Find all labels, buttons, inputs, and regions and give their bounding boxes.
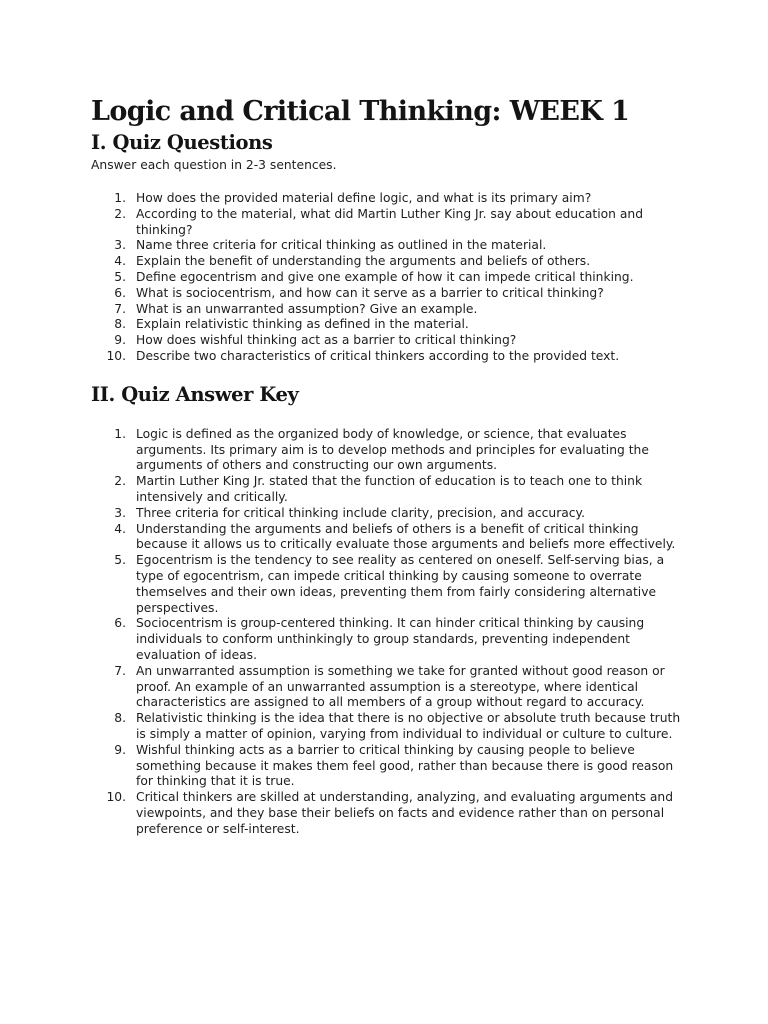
quiz-instructions: Answer each question in 2-3 sentences. (91, 158, 337, 172)
section-heading-quiz-questions: I. Quiz Questions (91, 131, 273, 154)
list-item-text: Martin Luther King Jr. stated that the function of education is to teach one to think intensively and critically. (136, 474, 643, 504)
list-item-number: 1. (114, 191, 126, 205)
list-item-number: 1. (114, 426, 126, 441)
list-item-number: 2. (114, 474, 126, 489)
list-item-number: 5. (114, 553, 126, 568)
list-item-text: What is an unwarranted assumption? Give an example. (136, 301, 478, 316)
list-item-number: 7. (114, 663, 126, 678)
list-item-number: 6. (114, 285, 126, 300)
quiz-question-item (91, 317, 681, 333)
answer-key-item (91, 506, 681, 522)
quiz-question-item (91, 302, 681, 318)
quiz-question-item (91, 349, 681, 365)
list-item-number: 2. (114, 206, 126, 221)
list-item-text: Name three criteria for critical thinking as outlined in the material. (136, 238, 547, 253)
list-item-number: 8. (114, 711, 126, 726)
answer-key-item (91, 790, 681, 837)
list-item-number: 3. (114, 505, 126, 520)
answer-key-item (91, 616, 681, 663)
list-item-number: 5. (114, 269, 126, 284)
answer-key-list (91, 427, 681, 838)
quiz-question-item (91, 191, 681, 207)
list-item-number: 6. (114, 616, 126, 631)
quiz-question-item (91, 333, 681, 349)
list-item-number: 3. (114, 238, 126, 253)
list-item-text: Define egocentrism and give one example of how it can impede critical thinking. (136, 269, 634, 284)
answer-key-item (91, 474, 681, 506)
list-item-number: 9. (114, 742, 126, 757)
list-item-number: 10. (106, 790, 126, 805)
quiz-question-item (91, 270, 681, 286)
list-item-text: Three criteria for critical thinking include clarity, precision, and accuracy. (136, 505, 585, 520)
list-item-text: Describe two characteristics of critical thinkers according to the provided text. (136, 348, 620, 363)
list-item-text: Sociocentrism is group-centered thinking. It can hinder critical thinking by causing individuals to conform unthinkingly to group standards, preventing independent evaluation of ideas. (136, 616, 645, 662)
list-item-text: An unwarranted assumption is something we take for granted without good reason or proof. An example of an unwarranted assumption is a stereotype, where identical characteristics are assigned to all members of a group without regard to accuracy. (136, 663, 665, 710)
answer-key-item (91, 664, 681, 711)
list-item-text: What is sociocentrism, and how can it serve as a barrier to critical thinking? (136, 285, 604, 300)
quiz-question-item (91, 207, 681, 239)
list-item-text: Explain relativistic thinking as defined in the material. (136, 317, 469, 332)
list-item-text: Egocentrism is the tendency to see reality as centered on oneself. Self-serving bias, a type of egocentrism, can impede critical thinking by causing someone to overrate themselves and their own ideas, preventing them from fairly considering alternative perspectives. (136, 553, 665, 615)
list-item-text: Explain the benefit of understanding the arguments and beliefs of others. (136, 254, 591, 269)
quiz-question-item (91, 238, 681, 254)
list-item-text: Critical thinkers are skilled at understanding, analyzing, and evaluating arguments and viewpoints, and they base their beliefs on facts and evidence rather than on personal preference or self-interest. (136, 790, 674, 836)
answer-key-item (91, 711, 681, 743)
list-item-number: 4. (114, 521, 126, 536)
quiz-question-item (91, 254, 681, 270)
list-item-text: How does wishful thinking act as a barrier to critical thinking? (136, 333, 517, 348)
list-item-text: Wishful thinking acts as a barrier to critical thinking by causing people to believe something because it makes them feel good, rather than because there is good reason for thinking that it is true. (136, 742, 674, 789)
list-item-text: According to the material, what did Martin Luther King Jr. say about education and thinking? (136, 206, 643, 237)
list-item-number: 8. (114, 317, 126, 332)
quiz-questions-list (91, 191, 681, 365)
document-title: Logic and Critical Thinking: WEEK 1 (91, 96, 630, 127)
section-heading-answer-key: II. Quiz Answer Key (91, 382, 299, 406)
quiz-question-item (91, 286, 681, 302)
list-item-text: Understanding the arguments and beliefs of others is a benefit of critical thinking because it allows us to critically evaluate those arguments and beliefs more effectively. (136, 521, 676, 552)
answer-key-item (91, 743, 681, 790)
answer-key-item (91, 522, 681, 554)
list-item-text: How does the provided material define logic, and what is its primary aim? (136, 191, 592, 205)
list-item-text: Logic is defined as the organized body of knowledge, or science, that evaluates arguments. Its primary aim is to develop methods and principles for evaluating the arguments of others and constructing our own arguments. (136, 426, 649, 473)
list-item-number: 9. (114, 333, 126, 348)
list-item-text: Relativistic thinking is the idea that there is no objective or absolute truth because truth is simply a matter of opinion, varying from individual to individual or culture to culture. (136, 711, 681, 741)
answer-key-item (91, 427, 681, 474)
list-item-number: 4. (114, 254, 126, 269)
list-item-number: 10. (106, 348, 126, 363)
answer-key-item (91, 553, 681, 616)
list-item-number: 7. (114, 301, 126, 316)
